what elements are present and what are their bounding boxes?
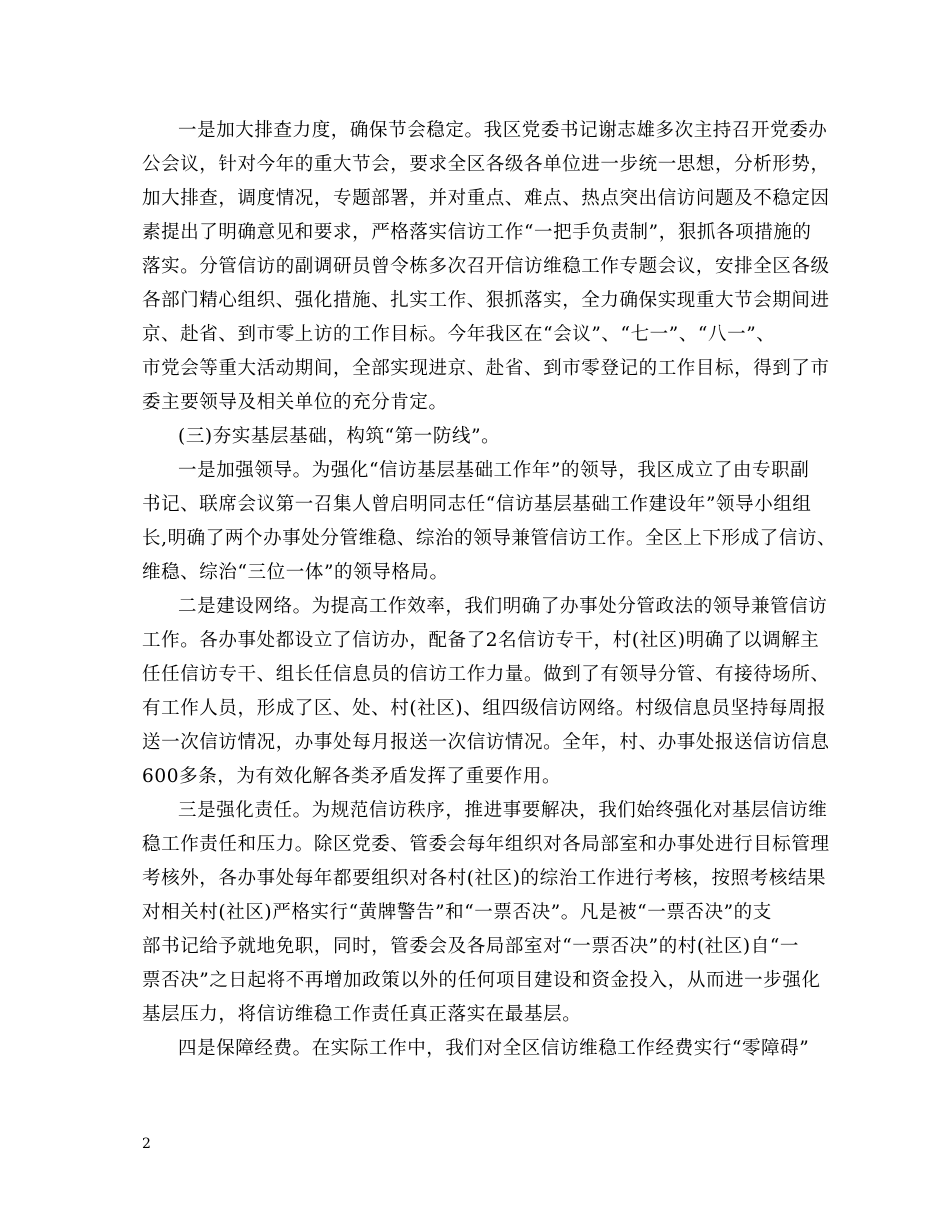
paragraph-line: 稳工作责任和压力。除区党委、管委会每年组织对各局部室和办事处进行目标管理 xyxy=(142,834,830,855)
paragraph-line: 落实。分管信访的副调研员曾令栋多次召开信访维稳工作专题会议，安排全区各级 xyxy=(142,256,830,277)
paragraph-line: 二是建设网络。为提高工作效率，我们明确了办事处分管政法的领导兼管信访 xyxy=(178,596,828,617)
section-heading: (三)夯实基层基础，构筑“第一防线”。 xyxy=(178,426,501,447)
paragraph-line: 基层压力，将信访维稳工作责任真正落实在最基层。 xyxy=(142,1004,582,1025)
paragraph-line: 书记、联席会议第一召集人曾启明同志任“信访基层基础工作建设年”领导小组组 xyxy=(142,494,812,515)
paragraph-line: 京、赴省、到市零上访的工作目标。今年我区在“会议”、“七一”、“八一”、 xyxy=(142,324,776,345)
paragraph-line: 票否决”之日起将不再增加政策以外的任何项目建设和资金投入，从而进一步强化 xyxy=(142,970,821,991)
paragraph-line: 四是保障经费。在实际工作中，我们对全区信访维稳工作经费实行“零障碍” xyxy=(178,1038,810,1059)
paragraph-line: 长,明确了两个办事处分管维稳、综治的领导兼管信访工作。全区上下形成了信访、 xyxy=(142,528,837,549)
page-number: 2 xyxy=(142,1136,151,1152)
paragraph-line: 有工作人员，形成了区、处、村(社区)、组四级信访网络。村级信息员坚持每周报 xyxy=(142,698,827,719)
paragraph-line: 考核外，各办事处每年都要组织对各村(社区)的综治工作进行考核，按照考核结果 xyxy=(142,868,827,889)
paragraph-line: 任任信访专干、组长任信息员的信访工作力量。做到了有领导分管、有接待场所、 xyxy=(142,664,830,685)
paragraph-line: 维稳、综治“三位一体”的领导格局。 xyxy=(142,562,449,583)
paragraph-line: 公会议，针对今年的重大节会，要求全区各级各单位进一步统一思想，分析形势， xyxy=(142,154,830,175)
paragraph-line: 市党会等重大活动期间，全部实现进京、赴省、到市零登记的工作目标，得到了市 xyxy=(142,358,830,379)
paragraph-line: 各部门精心组织、强化措施、扎实工作、狠抓落实，全力确保实现重大节会期间进 xyxy=(142,290,830,311)
paragraph-line: 委主要领导及相关单位的充分肯定。 xyxy=(142,392,448,413)
paragraph-line: 600多条，为有效化解各类矛盾发挥了重要作用。 xyxy=(142,766,562,787)
paragraph-line: 三是强化责任。为规范信访秩序，推进事要解决，我们始终强化对基层信访维 xyxy=(178,800,828,821)
paragraph-line: 送一次信访情况，办事处每月报送一次信访情况。全年，村、办事处报送信访信息 xyxy=(142,732,830,753)
paragraph-line: 素提出了明确意见和要求，严格落实信访工作“一把手负责制”，狠抓各项措施的 xyxy=(142,222,812,243)
paragraph-line: 加大排查，调度情况，专题部署，并对重点、难点、热点突出信访问题及不稳定因 xyxy=(142,188,830,209)
paragraph-line: 一是加强领导。为强化“信访基层基础工作年”的领导，我区成立了由专职副 xyxy=(178,460,810,481)
paragraph-line: 对相关村(社区)严格实行“黄牌警告”和“一票否决”。凡是被“一票否决”的支 xyxy=(142,902,772,923)
paragraph-line: 工作。各办事处都设立了信访办，配备了2名信访专干，村(社区)明确了以调解主 xyxy=(142,630,820,651)
paragraph-line: 一是加大排查力度，确保节会稳定。我区党委书记谢志雄多次主持召开党委办 xyxy=(178,120,828,141)
paragraph-line: 部书记给予就地免职，同时，管委会及各局部室对“一票否决”的村(社区)自“一 xyxy=(142,936,800,957)
